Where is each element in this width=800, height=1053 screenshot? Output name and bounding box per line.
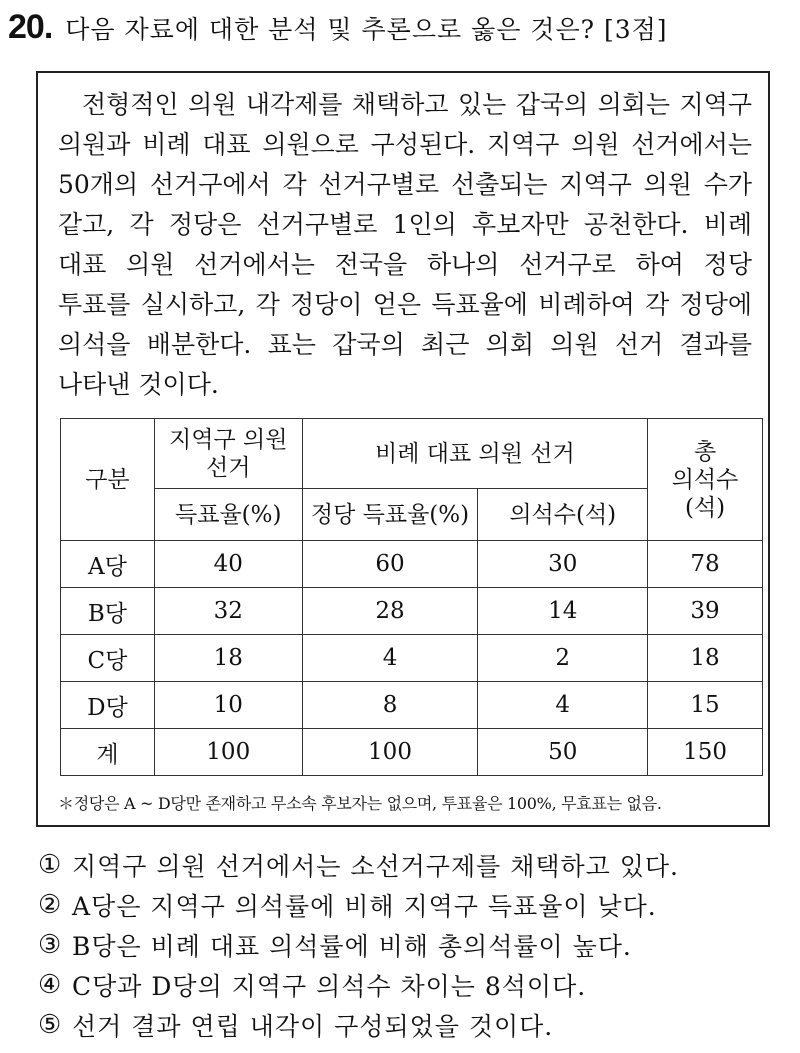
table-row bbox=[61, 682, 763, 729]
option-marker: ④ bbox=[38, 970, 63, 1000]
pr-seats: 50 bbox=[478, 729, 648, 776]
question-number-dot: . bbox=[43, 8, 54, 46]
passage-line: 같고, 각 정당은 선거구별로 1인의 후보자만 공천한다. 비례 bbox=[58, 210, 752, 239]
header-category: 구분 bbox=[61, 419, 155, 541]
election-results-table bbox=[60, 418, 763, 776]
option-2[interactable] bbox=[38, 885, 778, 925]
table-row bbox=[61, 541, 763, 588]
question-header bbox=[8, 8, 788, 52]
district-vote: 40 bbox=[154, 541, 302, 588]
pr-seats: 30 bbox=[478, 541, 648, 588]
party-name: D당 bbox=[61, 682, 155, 729]
header-party-vote: 정당 득표율(%) bbox=[302, 489, 478, 541]
total-seats: 15 bbox=[648, 682, 763, 729]
option-marker: ② bbox=[38, 890, 63, 920]
header-total-seats bbox=[648, 419, 763, 541]
passage-line: 나타낸 것이다. bbox=[58, 370, 219, 399]
district-vote: 32 bbox=[154, 588, 302, 635]
question-text: 다음 자료에 대한 분석 및 추론으로 옳은 것은? [3점] bbox=[65, 15, 668, 44]
question-number: 20 bbox=[8, 8, 44, 46]
pr-seats: 4 bbox=[478, 682, 648, 729]
district-vote: 10 bbox=[154, 682, 302, 729]
party-vote: 28 bbox=[302, 588, 478, 635]
pr-seats: 2 bbox=[478, 635, 648, 682]
passage-line: 대표 의원 선거에서는 전국을 하나의 선거구로 하여 정당 bbox=[58, 250, 752, 279]
option-1[interactable] bbox=[38, 845, 778, 885]
option-marker: ⑤ bbox=[38, 1010, 63, 1040]
header-district-line1: 지역구 의원 bbox=[169, 426, 288, 453]
passage-line: 의석을 배분한다. 표는 갑국의 최근 의회 의원 선거 결과를 bbox=[58, 330, 752, 359]
header-total-unit: (석) bbox=[684, 494, 726, 521]
option-marker: ① bbox=[38, 850, 63, 880]
total-seats: 78 bbox=[648, 541, 763, 588]
header-district-election bbox=[154, 419, 302, 489]
header-pr-seats: 의석수(석) bbox=[478, 489, 648, 541]
table-row bbox=[61, 588, 763, 635]
option-3[interactable] bbox=[38, 925, 778, 965]
party-name: 계 bbox=[61, 729, 155, 776]
party-name: C당 bbox=[61, 635, 155, 682]
header-pr-election: 비례 대표 의원 선거 bbox=[302, 419, 647, 489]
option-text: 지역구 의원 선거에서는 소선거구제를 채택하고 있다. bbox=[72, 852, 679, 881]
header-district-vote: 득표율(%) bbox=[154, 489, 302, 541]
district-vote: 100 bbox=[154, 729, 302, 776]
party-vote: 100 bbox=[302, 729, 478, 776]
table-footnote: ＊정당은 A ~ D당만 존재하고 무소속 후보자는 없으며, 투표율은 100%, 무효표는 없음. bbox=[58, 794, 662, 813]
passage-line: 투표를 실시하고, 각 정당이 얻은 득표율에 비례하여 각 정당에 bbox=[58, 290, 752, 319]
option-text: 선거 결과 연립 내각이 구성되었을 것이다. bbox=[72, 1012, 554, 1041]
district-vote: 18 bbox=[154, 635, 302, 682]
pr-seats: 14 bbox=[478, 588, 648, 635]
header-total-line1: 총 bbox=[693, 438, 717, 465]
total-seats: 18 bbox=[648, 635, 763, 682]
passage-line: 50개의 선거구에서 각 선거구별로 선출되는 지역구 의원 수가 bbox=[58, 170, 752, 199]
header-total-line2: 의석수 bbox=[671, 466, 739, 493]
option-text: B당은 비례 대표 의석률에 비해 총의석률이 높다. bbox=[72, 932, 632, 961]
answer-options bbox=[38, 845, 778, 1045]
party-name: B당 bbox=[61, 588, 155, 635]
passage bbox=[58, 85, 752, 405]
party-vote: 60 bbox=[302, 541, 478, 588]
header-district-line2: 선거 bbox=[206, 454, 251, 481]
option-4[interactable] bbox=[38, 965, 778, 1005]
option-5[interactable] bbox=[38, 1005, 778, 1045]
data-box bbox=[36, 71, 770, 827]
option-text: C당과 D당의 지역구 의석수 차이는 8석이다. bbox=[72, 972, 587, 1001]
table-row-total bbox=[61, 729, 763, 776]
party-vote: 4 bbox=[302, 635, 478, 682]
total-seats: 150 bbox=[648, 729, 763, 776]
table-row bbox=[61, 635, 763, 682]
passage-line: 의원과 비례 대표 의원으로 구성된다. 지역구 의원 선거에서는 bbox=[58, 130, 752, 159]
passage-line: 전형적인 의원 내각제를 채택하고 있는 갑국의 의회는 지역구 bbox=[82, 90, 752, 119]
party-vote: 8 bbox=[302, 682, 478, 729]
party-name: A당 bbox=[61, 541, 155, 588]
option-text: A당은 지역구 의석률에 비해 지역구 득표율이 낮다. bbox=[72, 892, 657, 921]
option-marker: ③ bbox=[38, 930, 63, 960]
total-seats: 39 bbox=[648, 588, 763, 635]
